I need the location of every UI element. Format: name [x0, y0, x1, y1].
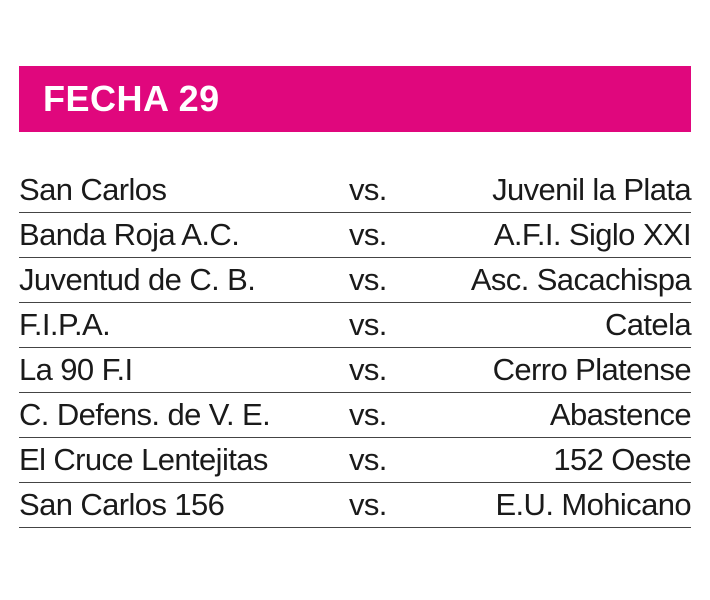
fixture-table — [19, 168, 691, 528]
away-team: 152 Oeste — [553, 442, 691, 477]
away-team: A.F.I. Siglo XXI — [493, 217, 691, 252]
versus-label: vs. — [349, 352, 387, 387]
away-team: Asc. Sacachispa — [470, 262, 691, 297]
home-team: San Carlos 156 — [19, 487, 225, 522]
versus-label: vs. — [349, 217, 387, 252]
away-team: Abastence — [549, 397, 691, 432]
versus-label: vs. — [349, 397, 387, 432]
versus-label: vs. — [349, 442, 387, 477]
fixture-row — [19, 303, 691, 348]
home-team: C. Defens. de V. E. — [19, 397, 271, 432]
fixture-row — [19, 348, 691, 393]
fixture-row — [19, 393, 691, 438]
away-team: Cerro Platense — [492, 352, 691, 387]
page-title: FECHA 29 — [43, 78, 220, 119]
versus-label: vs. — [349, 172, 387, 207]
home-team: San Carlos — [19, 172, 167, 207]
versus-label: vs. — [349, 487, 387, 522]
fixture-row — [19, 168, 691, 213]
versus-label: vs. — [349, 262, 387, 297]
home-team: F.I.P.A. — [19, 307, 111, 342]
fixture-row — [19, 213, 691, 258]
away-team: Juvenil la Plata — [492, 172, 691, 207]
fixture-row — [19, 438, 691, 483]
away-team: Catela — [604, 307, 691, 342]
versus-label: vs. — [349, 307, 387, 342]
home-team: La 90 F.I — [19, 352, 133, 387]
home-team: El Cruce Lentejitas — [19, 442, 268, 477]
fixture-row — [19, 483, 691, 528]
fixture-row — [19, 258, 691, 303]
home-team: Banda Roja A.C. — [19, 217, 240, 252]
fecha-header — [19, 66, 691, 132]
home-team: Juventud de C. B. — [19, 262, 256, 297]
away-team: E.U. Mohicano — [495, 487, 691, 522]
